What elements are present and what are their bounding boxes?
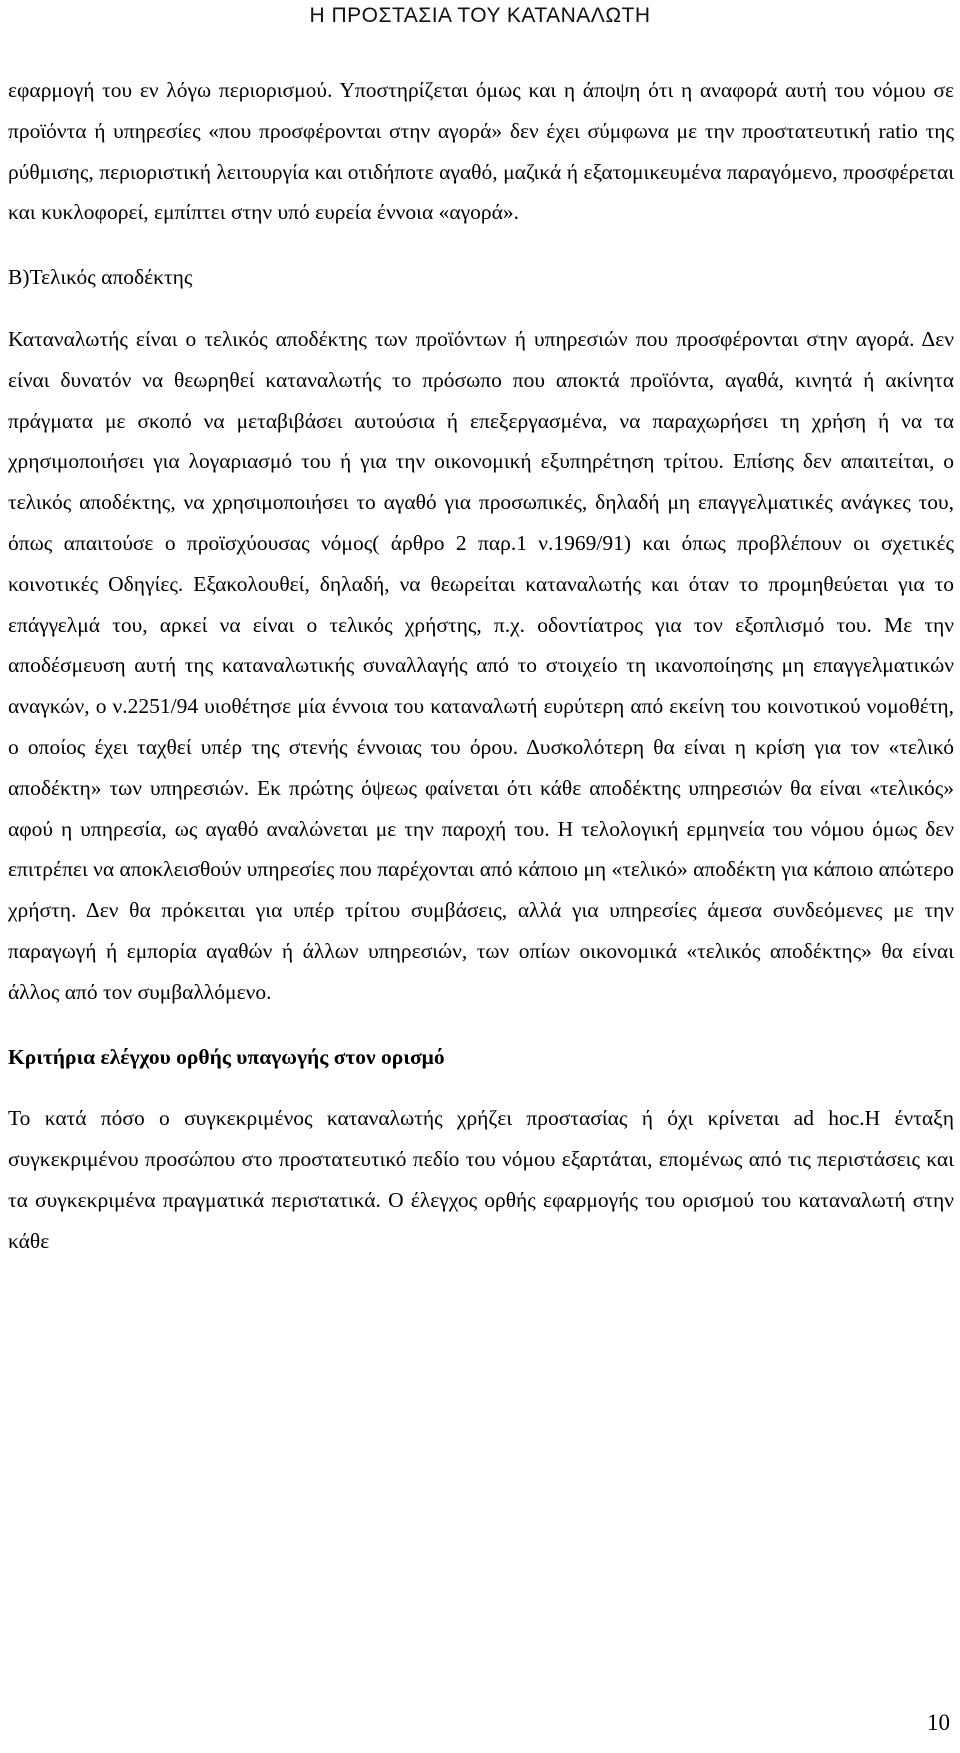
paragraph-final-recipient: Καταναλωτής είναι ο τελικός αποδέκτης των προϊόντων ή υπηρεσιών που προσφέρονται στην αγορά. Δεν είναι δυνατόν να θεωρηθεί καταναλωτής το πρόσωπο που αποκτά προϊόντα, αγαθά, κινητά ή ακίνητα πράγματα με σκοπό να μεταβιβάσει αυτούσια ή επεξεργασμένα, να παραχωρήσει τη χρήση ή να τα χρησιμοποιήσει για λογαριασμό του ή για την οικονομική εξυπηρέτηση τρίτου. Επίσης δεν απαιτείται, ο τελικός αποδέκτης, να χρησιμοποιήσει το αγαθό για προσωπικές, δηλαδή μη επαγγελματικές ανάγκες του, όπως απαιτούσε ο προϊσχύουσας νόμος( άρθρο 2 παρ.1 ν.1969/91) και όπως προβλέπουν οι σχετικές κοινοτικές Οδηγίες. Εξακολουθεί, δηλαδή, να θεωρείται καταναλωτής και όταν το προμηθεύεται για το επάγγελμά του, αρκεί να είναι ο τελικός χρήστης, π.χ. οδοντίατρος για τον εξοπλισμό του. Με την αποδέσμευση αυτή της καταναλωτικής συναλλαγής από το στοιχείο τη ικανοποίησης μη επαγγελματικών αναγκών, ο ν.2251/94 υιοθέτησε μία έννοια του καταναλωτή ευρύτερη από εκείνη του κοινοτικού νομοθέτη, ο οποίος έχει ταχθεί υπέρ της στενής έννοιας του όρου. Δυσκολότερη θα είναι η κρίση για τον «τελικό αποδέκτη» των υπηρεσιών. Εκ πρώτης όψεως φαίνεται ότι κάθε αποδέκτης υπηρεσιών θα είναι «τελικός» αφού η υπηρεσία, ως αγαθό αναλώνεται με την παροχή του. Η τελολογική ερμηνεία του νόμου όμως δεν επιτρέπει να αποκλεισθούν υπηρεσίες που παρέχονται από κάποιο μη «τελικό» αποδέκτη για κάποιο απώτερο χρήστη. Δεν θα πρόκειται για υπέρ τρίτου συμβάσεις, αλλά για υπηρεσίες άμεσα συνδεόμενες με την παραγωγή ή εμπορία αγαθών ή άλλων υπηρεσιών, των οπίων οικονομικά «τελικός αποδέκτης» θα είναι άλλος από τον συμβαλλόμενο. bbox=[8, 326, 954, 1004]
section-heading-final-recipient: Β)Τελικός αποδέκτης bbox=[8, 265, 193, 290]
page-number: 10 bbox=[927, 1710, 950, 1735]
paragraph-criteria: Το κατά πόσο ο συγκεκριμένος καταναλωτής χρήζει προστασίας ή όχι κρίνεται ad hoc.Η ένταξη συγκεκριμένου προσώπου στο προστατευτικό πεδίο του νόμου εξαρτάται, επομένως από τις περιστάσεις και τα συγκεκριμένα πραγματικά περιστατικά. Ο έλεγχος ορθής εφαρμογής του ορισμού του καταναλωτή στην κάθε bbox=[8, 1106, 954, 1253]
paragraph-continuation: εφαρμογή του εν λόγω περιορισμού. Υποστηρίζεται όμως και η άποψη ότι η αναφορά αυτή του νόμου σε προϊόντα ή υπηρεσίες «που προσφέρονται στην αγορά» δεν έχει σύμφωνα με την προστατευτική ratio της ρύθμισης, περιοριστική λειτουργία και οτιδήποτε αγαθό, μαζικά ή εξατομικευμένα παραγόμενο, προσφέρεται και κυκλοφορεί, εμπίπτει στην υπό ευρεία έννοια «αγορά». bbox=[8, 78, 954, 225]
running-header: Η ΠΡΟΣΤΑΣΙΑ ΤΟΥ ΚΑΤΑΝΑΛΩΤΗ bbox=[309, 4, 651, 27]
document-body bbox=[8, 70, 954, 1262]
section-heading-criteria: Κριτήρια ελέγχου ορθής υπαγωγής στον ορισμό bbox=[8, 1044, 445, 1069]
